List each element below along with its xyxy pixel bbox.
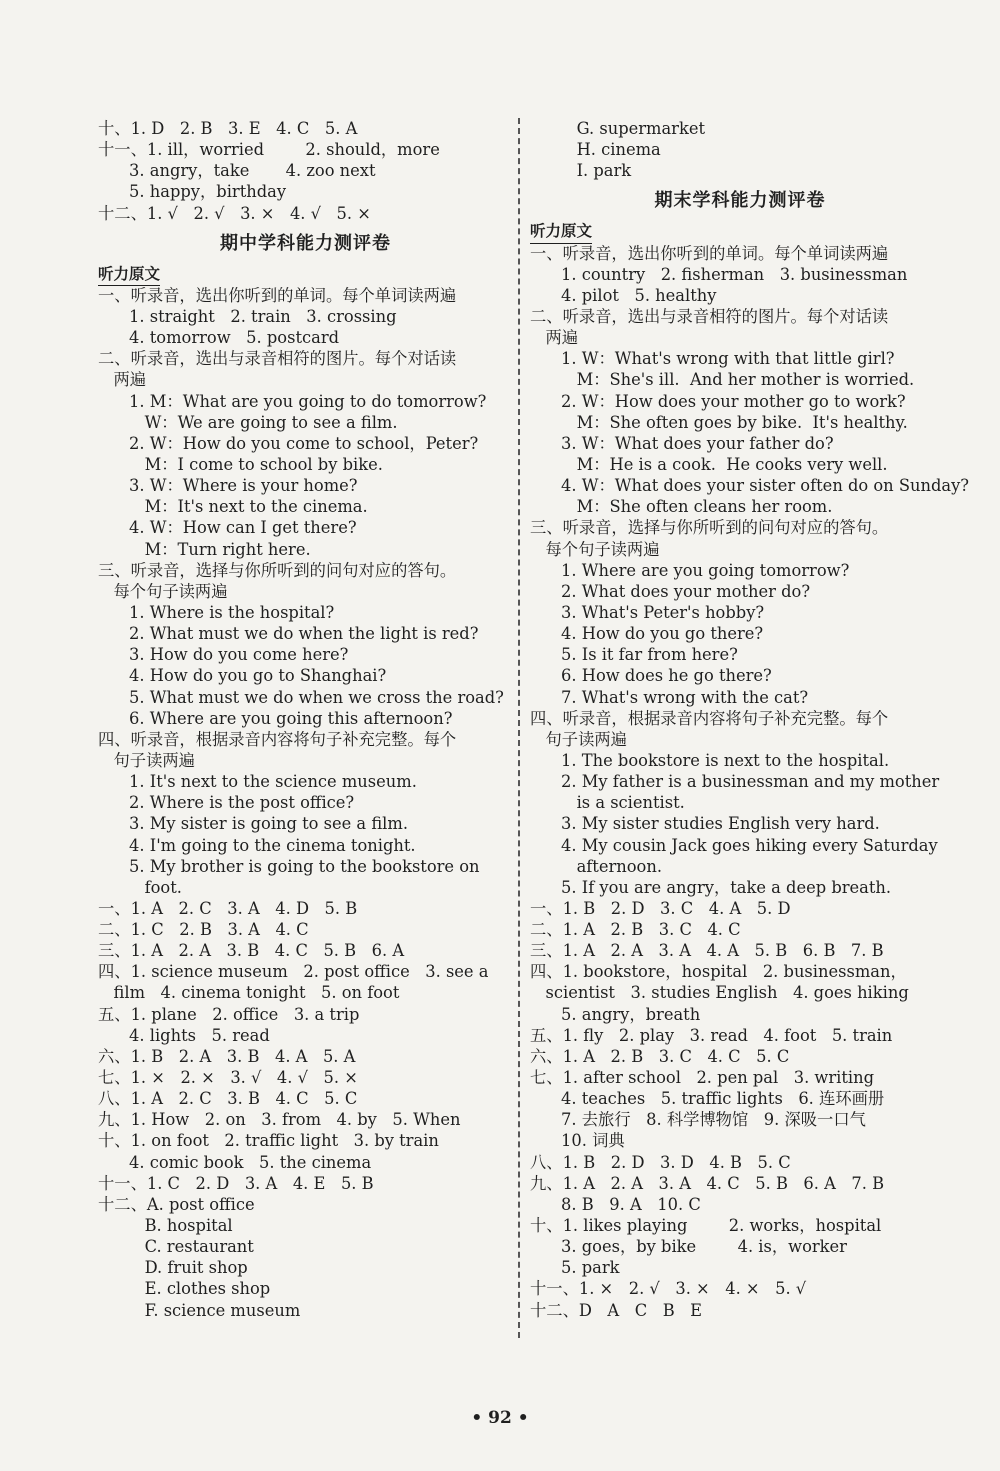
right-text-line: 一、1. B 2. D 3. C 4. A 5. D <box>530 898 791 918</box>
left-text-line: 四、听录音，根据录音内容将句子补充完整。每个 <box>98 729 457 749</box>
left-text-line: 十一、1. ill，worried 2. should，more <box>98 140 440 160</box>
left-text-line: 1. straight 2. train 3. crossing <box>98 306 397 326</box>
right-text-line: 7. What's wrong with the cat? <box>530 687 809 707</box>
left-text-line: 4. W：How can I get there? <box>98 518 357 538</box>
column-divider <box>518 118 520 1338</box>
left-text-line: 十、1. D 2. B 3. E 4. C 5. A <box>98 119 358 138</box>
right-text-line: 3. My sister studies English very hard. <box>530 814 880 834</box>
right-text-line: 4. My cousin Jack goes hiking every Saturday <box>530 835 938 855</box>
left-text-line: 4. How do you go to Shanghai? <box>98 666 387 686</box>
right-text-line: 2. W：How does your mother go to work? <box>530 391 906 411</box>
right-text-line: 10. 词典 <box>530 1131 625 1151</box>
left-text-line: 4. tomorrow 5. postcard <box>98 328 340 348</box>
left-text-line: 3. W：Where is your home? <box>98 476 358 496</box>
left-text-line: M：It's next to the cinema. <box>98 497 368 517</box>
right-text-line: M：He is a cook. He cooks very well. <box>530 454 888 474</box>
left-text-line: 十二、1. √ 2. √ 3. × 4. √ 5. × <box>98 203 371 223</box>
right-text-line: 4. W：What does your sister often do on Sunday? <box>530 476 970 496</box>
left-text-line: D. fruit shop <box>98 1258 248 1278</box>
right-text-line: 七、1. after school 2. pen pal 3. writing <box>530 1068 875 1088</box>
right-text-line: 十、1. likes playing 2. works，hospital <box>530 1216 882 1236</box>
left-text-line: 2. Where is the post office? <box>98 793 355 813</box>
left-text-line: E. clothes shop <box>98 1279 271 1299</box>
left-text-line: W：We are going to see a film. <box>98 412 398 432</box>
right-section-wrap <box>530 221 950 242</box>
right-text-line: G. supermarket <box>530 119 706 138</box>
left-text-line: 一、1. A 2. C 3. A 4. D 5. B <box>98 898 358 918</box>
left-text-line: 五、1. plane 2. office 3. a trip <box>98 1004 360 1024</box>
left-text-line: 5. happy，birthday <box>98 182 287 202</box>
left-text-line: 十一、1. C 2. D 3. A 4. E 5. B <box>98 1173 374 1193</box>
right-text-line: 4. teaches 5. traffic lights 6. 连环画册 <box>530 1089 885 1109</box>
right-text-line: 6. How does he go there? <box>530 666 772 686</box>
right-column <box>530 118 970 1321</box>
left-text-line: 1. It's next to the science museum. <box>98 772 417 792</box>
right-text-line: 5. Is it far from here? <box>530 645 738 665</box>
left-text-line: 4. I'm going to the cinema tonight. <box>98 835 416 855</box>
left-text-line: 三、1. A 2. A 3. B 4. C 5. B 6. A <box>98 941 405 961</box>
right-text-line: 每个句子读两遍 <box>530 539 660 559</box>
right-text-line: 1. The bookstore is next to the hospital. <box>530 750 890 770</box>
left-text-line: 4. lights 5. read <box>98 1025 270 1045</box>
left-text-line: F. science museum <box>98 1300 301 1320</box>
right-text-line: afternoon. <box>530 856 663 876</box>
page-number: • 92 • <box>471 1408 529 1428</box>
left-text-line: 一、听录音，选出你听到的单词。每个单词读两遍 <box>98 285 457 305</box>
right-text-line: 8. B 9. A 10. C <box>530 1194 701 1214</box>
left-text-line: 九、1. How 2. on 3. from 4. by 5. When <box>98 1110 461 1130</box>
right-text-line: M：She often cleans her room. <box>530 497 833 517</box>
right-text-line: 1. country 2. fisherman 3. businessman <box>530 264 908 284</box>
left-text-line: 十、1. on foot 2. traffic light 3. by train <box>98 1131 439 1151</box>
right-text-line: 4. pilot 5. healthy <box>530 285 717 305</box>
right-text-line: 九、1. A 2. A 3. A 4. C 5. B 6. A 7. B <box>530 1173 885 1193</box>
right-text-line: 1. W：What's wrong with that little girl? <box>530 349 895 369</box>
right-text-line: 二、1. A 2. B 3. C 4. C <box>530 920 741 940</box>
left-text-line: C. restaurant <box>98 1237 254 1257</box>
left-text-line: 3. My sister is going to see a film. <box>98 814 408 834</box>
left-column <box>98 118 513 1321</box>
right-text-line: H. cinema <box>530 140 661 160</box>
left-text-line: 三、听录音，选择与你所听到的问句对应的答句。 <box>98 560 457 580</box>
right-text-line: 三、1. A 2. A 3. A 4. A 5. B 6. B 7. B <box>530 941 884 961</box>
right-text-line: scientist 3. studies English 4. goes hiking <box>530 983 909 1003</box>
left-text-line: 5. What must we do when we cross the road? <box>98 687 504 707</box>
right-exam-title: 期末学科能力测评卷 <box>654 190 826 212</box>
right-text-line: 句子读两遍 <box>530 729 627 749</box>
left-text-line: 二、听录音，选出与录音相符的图片。每个对话读 <box>98 349 457 369</box>
left-text-line: 每个句子读两遍 <box>98 581 228 601</box>
right-text-line: 三、听录音，选择与你所听到的问句对应的答句。 <box>530 518 889 538</box>
left-text-line: 6. Where are you going this afternoon? <box>98 708 453 728</box>
right-text-line: 1. Where are you going tomorrow? <box>530 560 850 580</box>
right-text-line: 5. park <box>530 1258 620 1278</box>
right-text-line: 四、听录音，根据录音内容将句子补充完整。每个 <box>530 708 889 728</box>
left-text-line: B. hospital <box>98 1216 233 1236</box>
left-text-line: 四、1. science museum 2. post office 3. see a <box>98 962 489 982</box>
left-text-line: 句子读两遍 <box>98 750 195 770</box>
right-section-heading: 听力原文 <box>530 221 592 243</box>
left-text-line: 3. How do you come here? <box>98 645 349 665</box>
right-text-line: 3. What's Peter's hobby? <box>530 602 765 622</box>
right-text-line: 十二、D A C B E <box>530 1300 703 1320</box>
left-text-line: 八、1. A 2. C 3. B 4. C 5. C <box>98 1089 358 1109</box>
left-text-line: 2. W：How do you come to school，Peter? <box>98 433 479 453</box>
right-text-line: 二、听录音，选出与录音相符的图片。每个对话读 <box>530 306 889 326</box>
right-text-line: 八、1. B 2. D 3. D 4. B 5. C <box>530 1152 791 1172</box>
right-text-line: 2. What does your mother do? <box>530 581 811 601</box>
right-text-line: 3. W：What does your father do? <box>530 433 834 453</box>
left-text-line: 3. angry，take 4. zoo next <box>98 161 376 181</box>
left-text-line: M：I come to school by bike. <box>98 454 383 474</box>
left-text-line: 1. Where is the hospital? <box>98 602 335 622</box>
left-text-line: film 4. cinema tonight 5. on foot <box>98 983 400 1003</box>
left-text-line: 七、1. × 2. × 3. √ 4. √ 5. × <box>98 1068 358 1088</box>
right-text-line: 四、1. bookstore，hospital 2. businessman， <box>530 962 907 982</box>
left-text-line: 六、1. B 2. A 3. B 4. A 5. A <box>98 1046 356 1066</box>
left-text-line: 两遍 <box>98 370 147 390</box>
left-text-line: 1. M：What are you going to do tomorrow? <box>98 391 487 411</box>
left-section-wrap <box>98 264 513 285</box>
right-text-line: 4. How do you go there? <box>530 624 764 644</box>
left-text-line: 二、1. C 2. B 3. A 4. C <box>98 920 309 940</box>
left-text-line: 4. comic book 5. the cinema <box>98 1152 372 1172</box>
right-text-line: M：She often goes by bike. It's healthy. <box>530 412 908 432</box>
right-text-line: 十一、1. × 2. √ 3. × 4. × 5. √ <box>530 1279 807 1299</box>
left-text-line: 2. What must we do when the light is red? <box>98 624 479 644</box>
left-section-heading: 听力原文 <box>98 264 160 286</box>
left-text-line: M：Turn right here. <box>98 539 311 559</box>
right-text-line: 5. angry，breath <box>530 1004 701 1024</box>
right-text-line: 2. My father is a businessman and my mother <box>530 772 940 792</box>
left-exam-title: 期中学科能力测评卷 <box>220 232 391 254</box>
right-text-line: 六、1. A 2. B 3. C 4. C 5. C <box>530 1046 790 1066</box>
right-text-line: 一、听录音，选出你听到的单词。每个单词读两遍 <box>530 243 889 263</box>
right-text-line: 两遍 <box>530 328 579 348</box>
right-text-line: 7. 去旅行 8. 科学博物馆 9. 深吸一口气 <box>530 1110 866 1130</box>
left-text-line: 5. My brother is going to the bookstore on <box>98 856 480 876</box>
right-text-line: M：She's ill. And her mother is worried. <box>530 370 915 390</box>
right-text-line: 5. If you are angry，take a deep breath. <box>530 877 892 897</box>
right-text-line: is a scientist. <box>530 793 685 813</box>
right-text-line: 3. goes，by bike 4. is，worker <box>530 1237 847 1257</box>
right-text-line: I. park <box>530 161 632 181</box>
left-text-line: 十二、A. post office <box>98 1194 255 1214</box>
left-text-line: foot. <box>98 877 182 897</box>
right-text-line: 五、1. fly 2. play 3. read 4. foot 5. train <box>530 1025 893 1045</box>
